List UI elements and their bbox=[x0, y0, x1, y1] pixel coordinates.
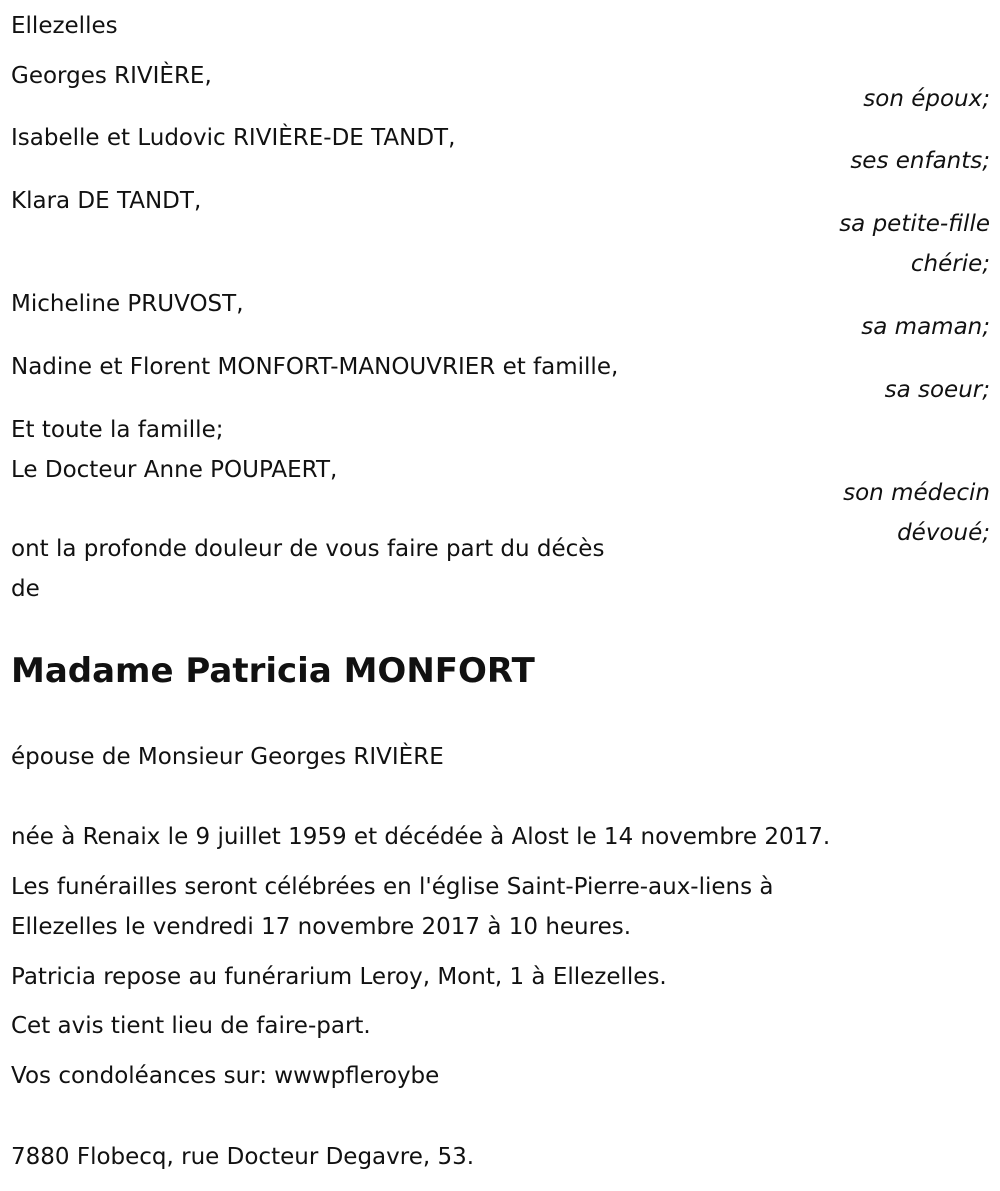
family-name-georges: Georges RIVIÈRE, bbox=[11, 63, 212, 89]
family-name-nadine-florent: Nadine et Florent MONFORT-MANOUVRIER et famille, bbox=[11, 354, 619, 380]
announcement-line1: ont la profonde douleur de vous faire part du décès bbox=[11, 536, 605, 562]
relation-doctor-line1: son médecin bbox=[843, 480, 990, 506]
funeral-line2: Ellezelles le vendredi 17 novembre 2017 à 10 heures. bbox=[11, 914, 632, 940]
address-line: 7880 Flobecq, rue Docteur Degavre, 53. bbox=[11, 1144, 475, 1170]
notice-line: Cet avis tient lieu de faire-part. bbox=[11, 1013, 371, 1039]
relation-doctor-line2: dévoué; bbox=[897, 520, 990, 546]
relation-granddaughter-line1: sa petite-fille bbox=[839, 211, 990, 237]
announcement-line2: de bbox=[11, 576, 40, 602]
spouse-line: épouse de Monsieur Georges RIVIÈRE bbox=[11, 744, 444, 770]
family-name-klara: Klara DE TANDT, bbox=[11, 188, 202, 214]
repose-line: Patricia repose au funérarium Leroy, Mont, 1 à Ellezelles. bbox=[11, 964, 667, 990]
relation-children: ses enfants; bbox=[850, 148, 990, 174]
relation-spouse: son époux; bbox=[863, 86, 990, 112]
funeral-line1: Les funérailles seront célébrées en l'église Saint-Pierre-aux-liens à bbox=[11, 874, 774, 900]
birth-death-line: née à Renaix le 9 juillet 1959 et décédée à Alost le 14 novembre 2017. bbox=[11, 824, 831, 850]
relation-mother: sa maman; bbox=[861, 314, 990, 340]
place-header: Ellezelles bbox=[11, 13, 118, 39]
family-name-doctor: Le Docteur Anne POUPAERT, bbox=[11, 457, 338, 483]
deceased-name: Madame Patricia MONFORT bbox=[11, 651, 535, 691]
condolences-line: Vos condoléances sur: wwwpfleroybe bbox=[11, 1063, 440, 1089]
family-whole-family: Et toute la famille; bbox=[11, 417, 224, 443]
relation-granddaughter-line2: chérie; bbox=[910, 251, 990, 277]
family-name-isabelle-ludovic: Isabelle et Ludovic RIVIÈRE-DE TANDT, bbox=[11, 125, 456, 151]
relation-sister: sa soeur; bbox=[884, 377, 990, 403]
family-name-micheline: Micheline PRUVOST, bbox=[11, 291, 244, 317]
